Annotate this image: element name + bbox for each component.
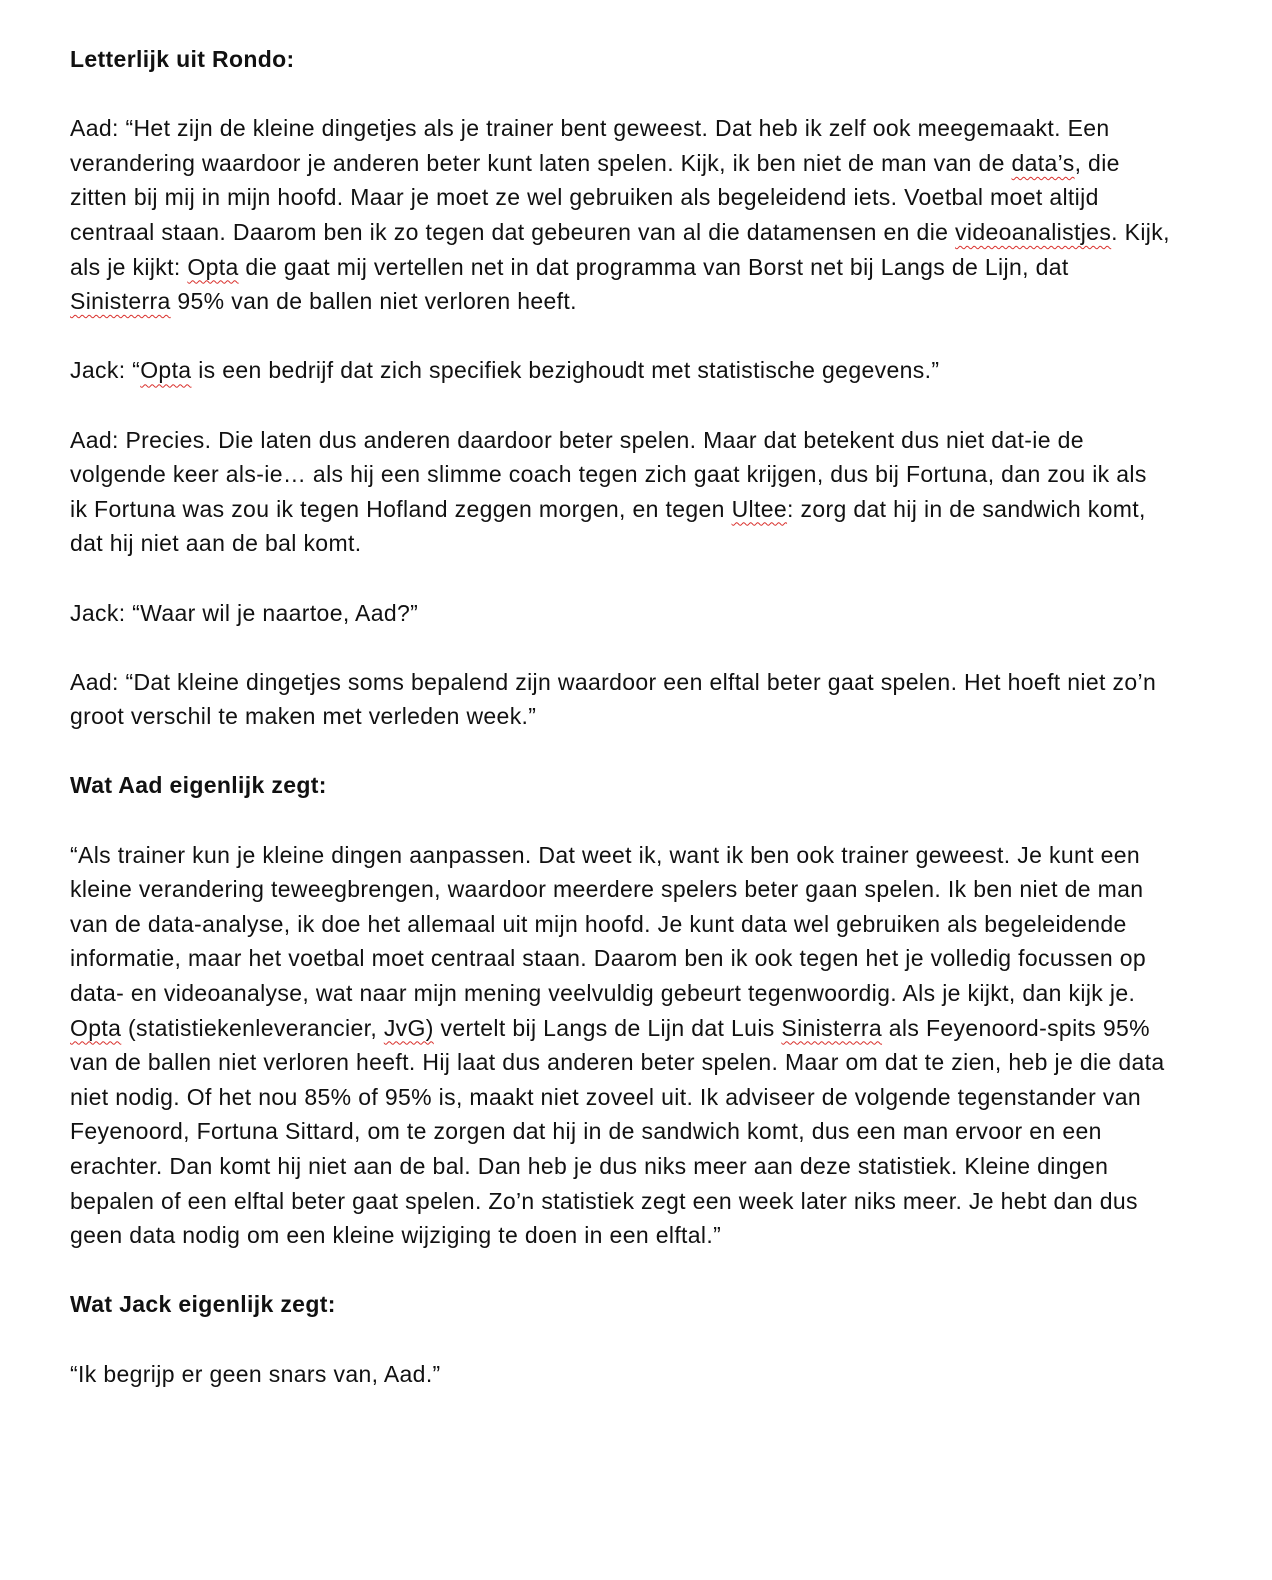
text-run: 95% van de ballen niet verloren heeft. [170,288,577,315]
blank-line [70,319,1170,354]
text-run: Aad: Precies. Die laten dus anderen daardoor beter spelen. Maar dat betekent dus niet dat-ie de volgende keer als-ie… als hij een slimme coach tegen zich gaat krijgen, dus bij Fortuna, dan zou ik als ik Fortuna was zou ik tegen Hofland zeggen morgen, en tegen [70,426,1147,522]
spellcheck-word[interactable]: Opta [140,357,192,384]
document-page [70,42,1170,1391]
text-run: (statistiekenleverancier, [121,1014,384,1041]
spellcheck-word[interactable]: Opta [70,1014,122,1041]
text-run: : zorg dat hij in de sandwich komt, dat hij niet aan de bal komt. [70,495,1146,557]
spellcheck-word[interactable]: Sinisterra [70,288,171,315]
blank-line [70,1253,1170,1288]
blank-line [70,1322,1170,1357]
text-run: als Feyenoord-spits 95% van de ballen niet verloren heeft. Hij laat dus anderen beter spelen. Maar om dat te zien, heb je die data niet nodig. Of het nou 85% of 95% is, maakt niet zoveel uit. Ik adviseer de volgende tegenstander van Feyenoord, Fortuna Sittard, om te zorgen dat hij in de sandwich komt, dus een man ervoor en een erachter. Dan komt hij niet aan de bal. Dan heb je dus niks meer aan deze statistiek. Kleine dingen bepalen of een elftal beter gaat spelen. Zo’n statistiek zegt een week later niks meer. Je hebt dan dus geen data nodig om een kleine wijziging te doen in een elftal.” [70,1014,1165,1249]
text-run: Jack: “ [70,357,141,384]
paragraph-jack-2: Jack: “Waar wil je naartoe, Aad?” [70,599,419,626]
blank-line [70,734,1170,769]
section-heading-jack: Wat Jack eigenlijk zegt: [70,1291,336,1318]
text-run: die gaat mij vertellen net in dat programma van Borst net bij Langs de Lijn, dat [238,253,1069,280]
text-run: vertelt bij Langs de Lijn dat Luis [433,1014,782,1041]
blank-line [70,77,1170,112]
text-run: is een bedrijf dat zich specifiek bezighoudt met statistische gegevens.” [191,357,940,384]
paragraph-jack-explained: “Ik begrijp er geen snars van, Aad.” [70,1360,441,1387]
paragraph-aad-1 [70,111,1170,319]
section-heading-aad: Wat Aad eigenlijk zegt: [70,772,327,799]
blank-line [70,388,1170,423]
blank-line [70,803,1170,838]
spellcheck-word[interactable]: JvG) [383,1014,434,1041]
blank-line [70,561,1170,596]
text-run: . Kijk, als je kijkt: [70,218,1170,280]
spellcheck-word[interactable]: Opta [187,253,239,280]
text-run: Aad: “Het zijn de kleine dingetjes als je trainer bent geweest. Dat heb ik zelf ook meegemaakt. Een verandering waardoor je anderen beter kunt laten spelen. Kijk, ik ben niet de man van de [70,115,1110,176]
text-run: “Als trainer kun je kleine dingen aanpassen. Dat weet ik, want ik ben ook trainer geweest. Je kunt een kleine verandering teweegbrengen, waardoor meerdere spelers beter gaan spelen. Ik ben niet de man van de data-analyse, ik doe het allemaal uit mijn hoofd. Je kunt data wel gebruiken als begeleidende informatie, maar het voetbal moet centraal staan. Daarom ben ik ook tegen het je volledig focussen op data- en videoanalyse, wat naar mijn mening veelvuldig gebeurt tegenwoordig. Als je kijkt, dan kijk je. [70,841,1147,1007]
spellcheck-word[interactable]: Ultee [731,495,788,522]
paragraph-aad-3: Aad: “Dat kleine dingetjes soms bepalend zijn waardoor een elftal beter gaat spelen. Het hoeft niet zo’n groot verschil te maken met verleden week.” [70,668,1157,730]
text-run: , die zitten bij mij in mijn hoofd. Maar je moet ze wel gebruiken als begeleidend iets. Voetbal moet altijd centraal staan. Daarom ben ik zo tegen dat gebeuren van al die datamensen en die [70,149,1120,245]
spellcheck-word[interactable]: data’s [1011,149,1075,176]
paragraph-aad-explained [70,838,1170,1253]
blank-line [70,630,1170,665]
spellcheck-word[interactable]: Sinisterra [781,1014,883,1041]
spellcheck-word[interactable]: videoanalistjes [955,218,1112,245]
section-heading-letterlijk: Letterlijk uit Rondo: [70,46,295,72]
paragraph-aad-2 [70,423,1170,561]
paragraph-jack-1 [70,353,1170,388]
